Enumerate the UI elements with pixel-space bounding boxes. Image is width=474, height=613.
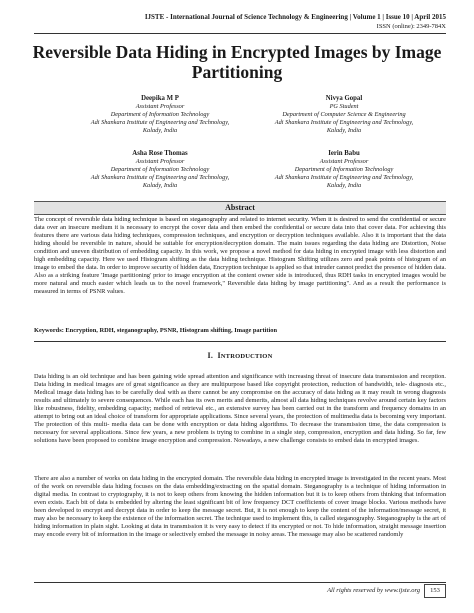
issn: ISSN (online): 2349-784X <box>376 23 446 30</box>
author-dept: Department of Computer Science & Engineering <box>282 111 406 118</box>
author-role: PG Student <box>329 103 359 110</box>
author-dept: Department of Information Technology <box>110 166 210 173</box>
author-inst: Adi Shankara Institute of Engineering and Technology, <box>274 174 414 181</box>
paper-title: Reversible Data Hiding in Encrypted Images by Image Partitioning <box>32 42 442 82</box>
keywords: Keywords: Encryption, RDH, steganography, PSNR, Histogram shifting, Image partition <box>34 327 278 334</box>
author-block-3 <box>60 150 260 190</box>
author-block-4 <box>244 150 444 190</box>
author-role: Assistant Professor <box>135 158 185 165</box>
author-place: Kalady, India <box>326 127 362 134</box>
author-place: Kalady, India <box>142 127 178 134</box>
author-role: Assistant Professor <box>135 103 185 110</box>
footer-rights: All rights reserved by www.ijste.org <box>327 587 420 594</box>
author-block-2 <box>244 95 444 135</box>
author-name: Asha Rose Thomas <box>132 150 188 157</box>
section-title-rest: NTRODUCTION <box>220 353 273 360</box>
abstract-text: The concept of reversible data hiding technique is based on steganography and related to internet security. When it is desired to send the confidential or secure data over an insecure medium it is necessary to encrypt the cover data and then embed the confidential or secure data into that cover data. For achieving this features there are various data hiding techniques, compression techniques, and encryption or decryption techniques available. Also it is important that the data hiding should be reversible in nature, should be suitable for encryption/decryption domain. The main issues regarding the data hiding are Distortion, Noise condition and uneven distribution of embedding capacity. In this work, we propose a novel method for data hiding in encrypted image with less distortion and high embedding capacity. Here we used Histogram shifting as the data hiding technique. Histogram Shifting utilizes zero and peak points of histogram of an image to embed the data. In order to improve security of hidden data, Encryption technique is applied so that intruder cannot predict the presence of hidden data. Also as a striking feature 'Image partitioning' prior to image encryption at the content owner side is introduced, thus RDH tasks in encrypted images would be more natural and much easier which leads us to the novel framework," Reversible data hiding by image partitioning". And as a result the performance is measured in terms of PSNR values. <box>34 216 446 295</box>
section-heading <box>34 351 446 360</box>
author-block-1 <box>60 95 260 135</box>
author-name: Deepika M P <box>141 95 179 102</box>
author-dept: Department of Information Technology <box>110 111 210 118</box>
section-number: I. <box>207 351 214 360</box>
author-name: Nivya Gopal <box>325 95 363 102</box>
author-place: Kalady, India <box>142 182 178 189</box>
page-footer <box>34 582 446 594</box>
author-inst: Adi Shankara Institute of Engineering and Technology, <box>90 174 230 181</box>
section-first-letter: I <box>217 351 221 360</box>
intro-paragraph-2: There are also a number of works on data hiding in the encrypted domain. The reversible data hiding in encrypted image is investigated in the recent years. Most of the work on reversible data hiding focuses on the data embedding/extracting on the spatial domain. Steganography is a technique of hiding information in digital media. In contrast to cryptography, it is not to keep others from knowing the hidden information but it is to keep others from thinking that information even exists. Each bit of data is embedded by altering the least significant bit of low frequency DCT coefficients of cover image blocks. Various methods have been developed to encrypt and decrypt data in order to keep the message secret. But, it is not enough to keep the content of the information/message secret, it may also be necessary to keep the existence of the information secret. The technique used to implement this, is called steganography. Steganography is the art of hiding information in plain sight. Looking at data in transmission it is very easy to detect if its encrypted or not. To hide information, straight message insertion may encode every bit of information in the image or selectively embed the message in noisy areas. The message may also be scattered randomly <box>34 475 446 538</box>
header-rule <box>34 33 446 34</box>
journal-header <box>26 13 446 31</box>
intro-paragraph-1: Data hiding is an old technique and has been gaining wide spread attention and significance with increasing threat of insecure data transmission and reception. Data hiding in medical images are of great significance as they are multipurpose based like copyright protection, reduction of bandwidth, tele- diagnosis etc., Medical image data hiding has to be carefully deal with as there cannot be any compromise on the accuracy of data hiding as it may result in wrong diagnosis results and ultimately to severe consequences. While each has its own merits and demerits, almost all data hiding techniques revolve around certain key factors like robustness, fidelity, embedding capacity; method of retrieval etc., an extensive survey has been carried out in the transform and frequency domains in an attempt to bring out an ideal choice of transform for appropriate applications. Since several years, the protection of multimedia data is becoming very important. The protection of this multi- media data can be done with encryption or data hiding algorithms. To decrease the transmission time, the data compression is necessary for several applications. Since few years, a new problem is trying to combine in a single step, compression, encryption and data hiding. So far, few solutions have been proposed to combine image encryption and compression. Nowadays, a new challenge consists to embed data in encrypted images. <box>34 373 446 444</box>
author-dept: Department of Information Technology <box>294 166 394 173</box>
author-inst: Adi Shankara Institute of Engineering and Technology, <box>90 119 230 126</box>
author-inst: Adi Shankara Institute of Engineering and Technology, <box>274 119 414 126</box>
author-role: Assistant Professor <box>319 158 369 165</box>
abstract-heading: Abstract <box>34 201 446 215</box>
page-number: 153 <box>424 584 446 598</box>
author-name: Ierin Babu <box>328 150 360 157</box>
author-place: Kalady, India <box>326 182 362 189</box>
journal-line: IJSTE - International Journal of Science Technology & Engineering | Volume 1 | Issue 10 | April 2015 <box>144 13 446 21</box>
section-rule <box>34 341 446 342</box>
